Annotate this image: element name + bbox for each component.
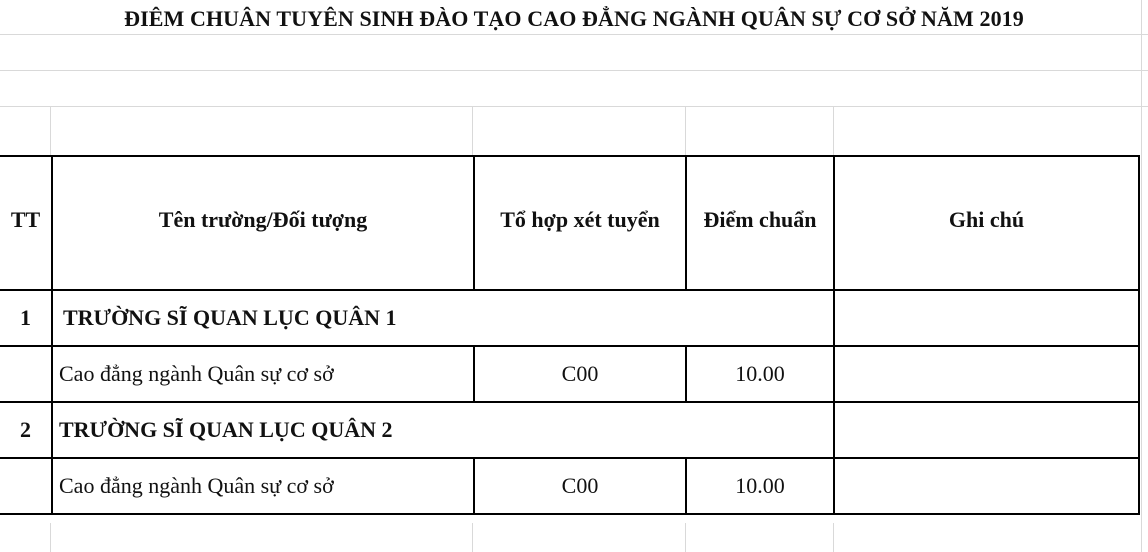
table-row (0, 346, 1139, 402)
header-combo-cell[interactable] (474, 156, 686, 290)
table-row-group-2 (0, 402, 1139, 458)
score-table (0, 155, 1140, 515)
note-cell[interactable] (834, 458, 1139, 514)
sheet-gridline (685, 107, 686, 155)
table-header-row (0, 156, 1139, 290)
combo-cell[interactable]: C00 (474, 346, 686, 402)
name-cell[interactable]: Cao đẳng ngành Quân sự cơ sở (52, 346, 474, 402)
header-combo: Tổ hợp xét tuyển (500, 207, 660, 232)
header-note-cell[interactable] (834, 156, 1139, 290)
sheet-gridline (0, 34, 1148, 35)
tt-cell[interactable] (0, 458, 52, 514)
sheet-gridline (50, 523, 51, 552)
score-cell[interactable]: 10.00 (686, 346, 834, 402)
group-tt-cell[interactable]: 1 (0, 290, 52, 346)
group-name-cell[interactable]: TRƯỜNG SĨ QUAN LỤC QUÂN 1 (52, 290, 834, 346)
sheet-gridline (685, 523, 686, 552)
note-cell[interactable] (834, 346, 1139, 402)
sheet-gridline (0, 70, 1148, 71)
combo-cell[interactable]: C00 (474, 458, 686, 514)
header-score: Điểm chuẩn (703, 207, 817, 232)
group-note-cell[interactable] (834, 402, 1139, 458)
group-name-cell[interactable]: TRƯỜNG SĨ QUAN LỤC QUÂN 2 (52, 402, 834, 458)
sheet-gridline (50, 107, 51, 155)
header-tt-cell[interactable] (0, 156, 52, 290)
header-note: Ghi chú (948, 207, 1025, 232)
tt-cell[interactable] (0, 346, 52, 402)
sheet-gridline (472, 107, 473, 155)
score-cell[interactable]: 10.00 (686, 458, 834, 514)
sheet-gridline (833, 523, 834, 552)
table-row-group-1 (0, 290, 1139, 346)
name-cell[interactable]: Cao đẳng ngành Quân sự cơ sở (52, 458, 474, 514)
group-tt-cell[interactable]: 2 (0, 402, 52, 458)
table-row (0, 458, 1139, 514)
sheet-gridline (833, 107, 834, 155)
header-name-cell[interactable] (52, 156, 474, 290)
group-note-cell[interactable] (834, 290, 1139, 346)
sheet-gridline (0, 106, 1148, 107)
sheet-gridline (1141, 0, 1142, 552)
header-tt: TT (10, 207, 41, 232)
header-name: Tên trường/Đối tượng (158, 207, 368, 232)
header-score-cell[interactable] (686, 156, 834, 290)
sheet-title[interactable]: ĐIÊM CHUÂN TUYÊN SINH ĐÀO TẠO CAO ĐẲNG NGÀNH QUÂN SỰ CƠ SỞ NĂM 2019 (124, 6, 1024, 31)
sheet-gridline (472, 523, 473, 552)
